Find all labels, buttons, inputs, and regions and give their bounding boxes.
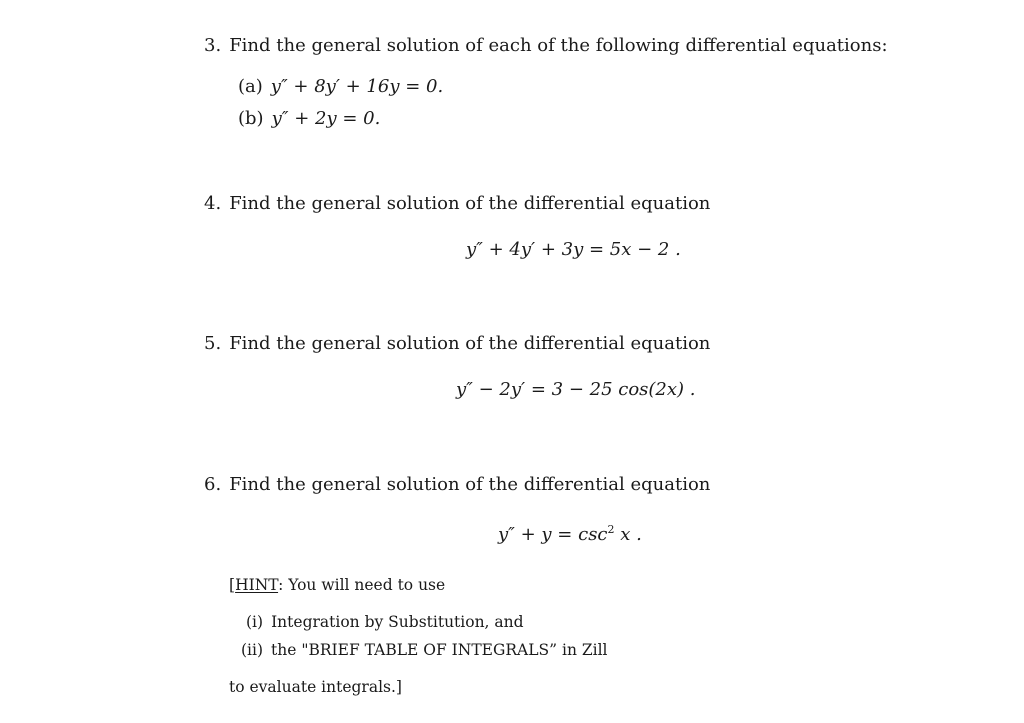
problem-3-number: 3. — [204, 35, 222, 56]
problem-6-number: 6. — [204, 474, 222, 495]
hint-closing: to evaluate integrals.] — [229, 678, 402, 696]
hint-item-2 — [241, 640, 608, 660]
problem-4-text: Find the general solution of the differential equation — [229, 193, 711, 214]
problem-5-heading — [204, 333, 710, 355]
hint-item-1-label: (i) — [246, 613, 264, 631]
problem-4-number: 4. — [204, 193, 222, 214]
problem-3-text: Find the general solution of each of the following differential equations: — [229, 35, 888, 56]
problem-5-equation: y″ − 2y′ = 3 − 25 cos(2x) . — [456, 379, 696, 400]
problem-3b-label: (b) — [238, 108, 264, 129]
hint-open-bracket: [ — [229, 576, 236, 594]
hint-intro: : You will need to use — [278, 576, 446, 594]
problem-5-text: Find the general solution of the differential equation — [229, 333, 711, 354]
problem-3a-label: (a) — [238, 76, 263, 97]
problem-6-equation — [498, 519, 642, 546]
problem-3-heading — [204, 35, 888, 57]
hint-intro-line — [229, 575, 445, 595]
problem-6-equation-lhs: y″ + y = csc — [498, 524, 608, 545]
problem-6-heading — [204, 474, 710, 496]
problem-3a — [238, 76, 443, 98]
problem-6-text: Find the general solution of the differential equation — [229, 474, 711, 495]
hint-item-1 — [246, 612, 524, 632]
problem-6-equation-rhs: x . — [614, 524, 642, 545]
problem-6-equation-exponent: 2 — [607, 523, 615, 536]
hint-item-2-label: (ii) — [241, 641, 264, 659]
hint-label: HINT — [235, 576, 279, 594]
hint-item-2-text: the "BRIEF TABLE OF INTEGRALS” in Zill — [271, 641, 608, 659]
problem-3b-equation: y″ + 2y = 0. — [271, 108, 381, 129]
problem-4-heading — [204, 193, 710, 215]
hint-item-1-text: Integration by Substitution, and — [271, 613, 524, 631]
problem-3a-equation: y″ + 8y′ + 16y = 0. — [270, 76, 444, 97]
problem-5-number: 5. — [204, 333, 222, 354]
problem-4-equation: y″ + 4y′ + 3y = 5x − 2 . — [466, 239, 681, 260]
problem-3b — [238, 108, 380, 130]
